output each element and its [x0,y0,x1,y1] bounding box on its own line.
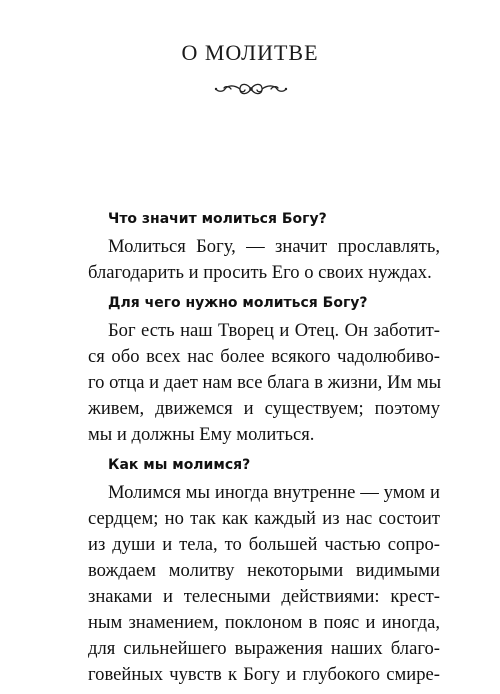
text-line: ся обо всех нас более всякого чадолюбиво- [88,346,440,367]
text-line: из души и тела, то большей частью сопро- [88,534,440,555]
answer-paragraph [88,318,440,448]
text-line: ным знамением, поклоном в пояс и иногда, [88,612,440,633]
text-line: мы и должны Ему молиться. [88,424,315,445]
question-heading: Для чего нужно молиться Богу? [108,295,368,311]
text-line: го отца и дает нам все блага в жизни, Им мы [88,372,442,393]
answer-paragraph [88,234,440,286]
qa-text-block [88,208,440,694]
text-line: сердцем; но так как каждый из нас состоит [88,508,440,529]
text-line: говейных чувств к Богу и глубокого смире- [88,664,440,685]
text-line: благодарить и просить Его о своих нуждах. [88,262,432,283]
decorative-flourish-icon [213,78,289,100]
text-line: вождаем молитву некоторыми видимыми [88,560,440,581]
text-line: живем, движемся и существуем; поэтому [88,398,440,419]
question-heading: Что значит молиться Богу? [108,211,327,227]
text-line: Бог есть наш Творец и Отец. Он заботит- [108,320,440,341]
page-title: О МОЛИТВЕ [181,40,319,65]
text-line: Молиться Богу, — значит прославлять, [108,236,440,257]
text-line: для сильнейшего выражения наших благо- [88,638,440,659]
text-line: Молимся мы иногда внутренне — умом и [108,482,440,503]
answer-paragraph [88,480,440,688]
question-heading: Как мы молимся? [108,457,251,473]
text-line: знаками и телесными действиями: крест- [88,586,440,607]
